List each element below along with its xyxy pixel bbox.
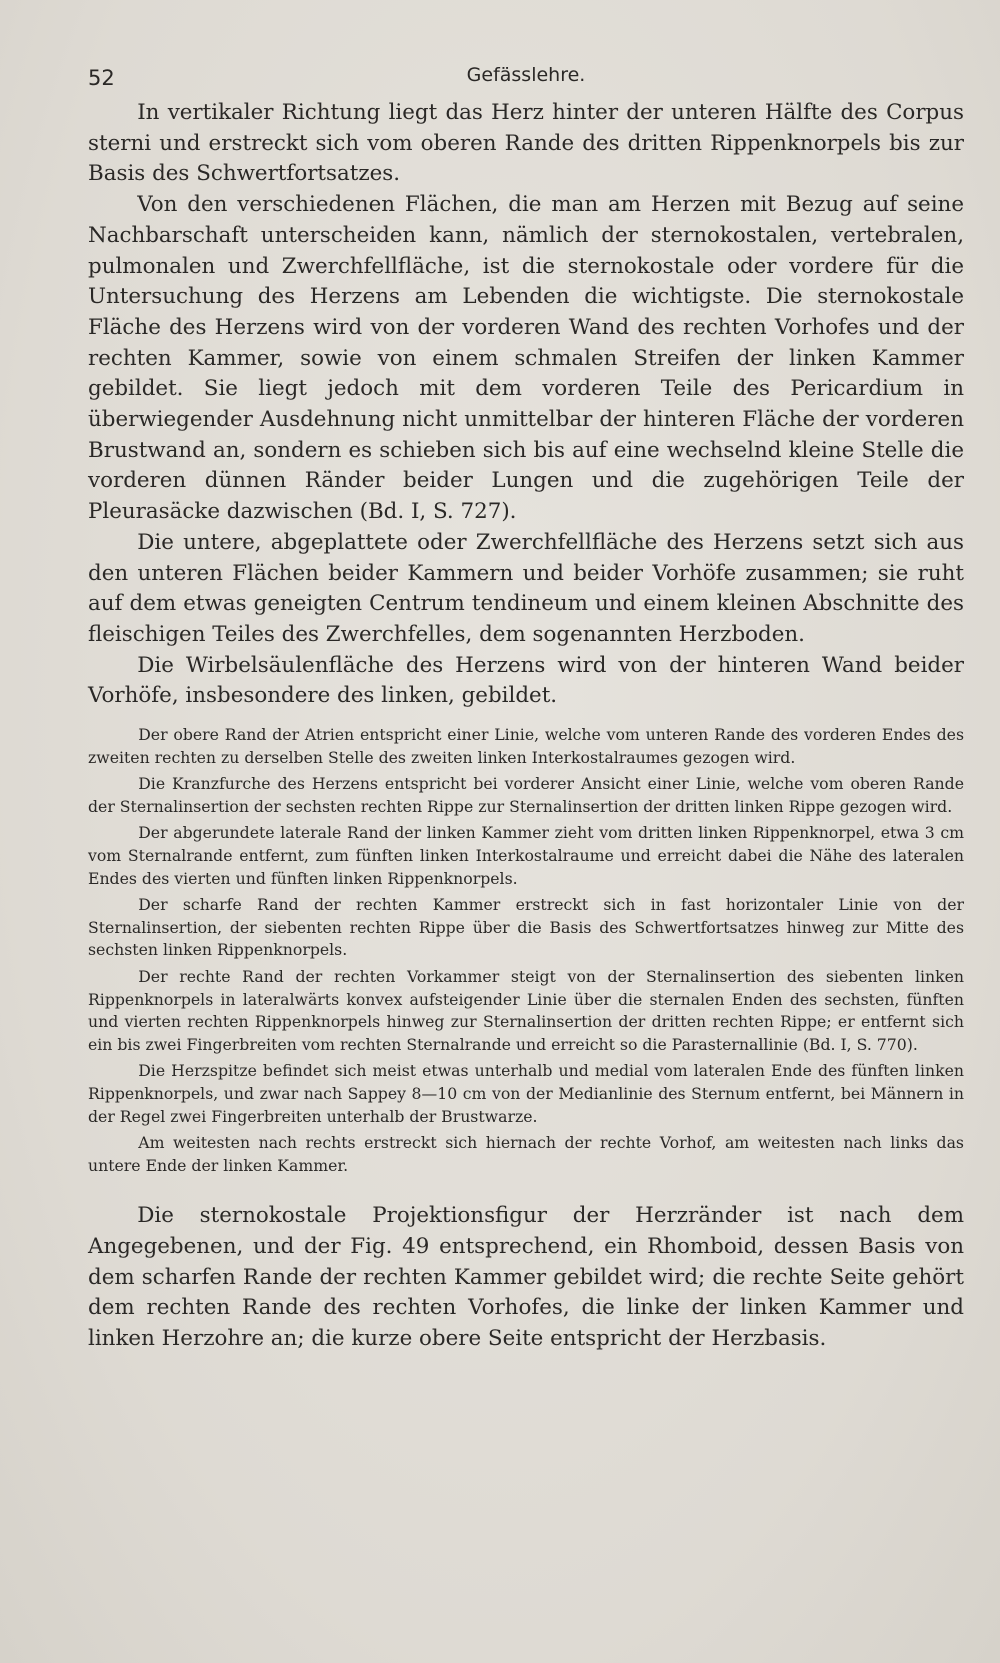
- small-paragraph: Die Kranzfurche des Herzens entspricht bei vorderer Ansicht einer Linie, welche vom oberen Rande der Sternalinsertion der sechsten rechten Rippe zur Sternalinsertion der dritten linken Rippe gezogen wird.: [88, 774, 964, 816]
- small-paragraph: Am weitesten nach rechts erstreckt sich hiernach der rechte Vorhof, am weitesten nach links das untere Ende der linken Kammer.: [88, 1133, 964, 1175]
- closing-paragraph: Die sternokostale Projektionsfigur der Herzränder ist nach dem Angegebenen, und der Fig. 49 entsprechend, ein Rhomboid, dessen Basis von dem scharfen Rande der rechten Kammer gebildet wird; die rechte Seite gehört dem rechten Rande des rechten Vorhofes, die linke der linken Kammer und linken Herzohre an; die kurze obere Seite entspricht der Herzbasis.: [88, 1203, 964, 1352]
- small-paragraph: Der scharfe Rand der rechten Kammer erstreckt sich in fast horizontaler Linie von der Sternalinsertion, der siebenten rechten Rippe über die Basis des Schwertfortsatzes hinweg zur Mitte des sechsten linken Rippenknorpels.: [88, 895, 964, 960]
- page-header-title: Gefässlehre.: [466, 64, 586, 86]
- small-paragraph: Die Herzspitze befindet sich meist etwas unterhalb und medial vom lateralen Ende des fünften linken Rippenknorpels, und zwar nach Sappey 8—10 cm von der Medianlinie des Sternum entfernt, bei Männern in der Regel zwei Fingerbreiten unterhalb der Brustwarze.: [88, 1061, 964, 1126]
- closing-text: [88, 1201, 964, 1355]
- running-head: [88, 58, 964, 98]
- small-paragraph: Der abgerundete laterale Rand der linken Kammer zieht vom dritten linken Rippenknorpel, etwa 3 cm vom Sternalrande entfernt, zum fünften linken Interkostalraume und erreicht dabei die Nähe des lateralen Endes des vierten und fünften linken Rippenknorpels.: [88, 823, 964, 888]
- paragraph: Von den verschiedenen Flächen, die man am Herzen mit Bezug auf seine Nachbarschaft unterscheiden kann, nämlich der sternokostalen, vertebralen, pulmonalen und Zwerchfellfläche, ist die sternokostale oder vordere für die Untersuchung des Herzens am Lebenden die wichtigste. Die sternokostale Fläche des Herzens wird von der vorderen Wand des rechten Vorhofes und der rechten Kammer, sowie von einem schmalen Streifen der linken Kammer gebildet. Sie liegt jedoch mit dem vorderen Teile des Pericardium in überwiegender Ausdehnung nicht unmittelbar der hinteren Fläche der vorderen Brustwand an, sondern es schieben sich bis auf eine wechselnd kleine Stelle die vorderen dünnen Ränder beider Lungen und die zugehörigen Teile der Pleurasäcke dazwischen (Bd. I, S. 727).: [88, 192, 964, 525]
- paragraph: Die Wirbelsäulenfläche des Herzens wird von der hinteren Wand beider Vorhöfe, insbesondere des linken, gebildet.: [88, 652, 964, 709]
- main-text: [88, 98, 964, 712]
- small-paragraph: Der obere Rand der Atrien entspricht einer Linie, welche vom unteren Rande des vorderen Endes des zweiten rechten zu derselben Stelle des zweiten linken Interkostalraumes gezogen wird.: [88, 725, 964, 767]
- paragraph: Die untere, abgeplattete oder Zwerchfellfläche des Herzens setzt sich aus den unteren Flächen beider Kammern und beider Vorhöfe zusammen; sie ruht auf dem etwas geneigten Centrum tendineum und einem kleinen Abschnitte des fleischigen Teiles des Zwerchfelles, dem sogenannten Herzboden.: [88, 529, 964, 647]
- small-paragraph: Der rechte Rand der rechten Vorkammer steigt von der Sternalinsertion des siebenten linken Rippenknorpels in lateralwärts konvex aufsteigender Linie über die sternalen Enden des sechsten, fünften und vierten rechten Rippenknorpels hinweg zur Sternalinsertion der dritten rechten Rippe; er entfernt sich ein bis zwei Fingerbreiten vom rechten Sternalrande und erreicht so die Parasternallinie (Bd. I, S. 770).: [88, 967, 964, 1054]
- small-print-notes: [88, 724, 964, 1177]
- page-number: 52: [88, 66, 115, 90]
- paragraph: In vertikaler Richtung liegt das Herz hinter der unteren Hälfte des Corpus sterni und erstreckt sich vom oberen Rande des dritten Rippenknorpels bis zur Basis des Schwertfortsatzes.: [88, 100, 964, 187]
